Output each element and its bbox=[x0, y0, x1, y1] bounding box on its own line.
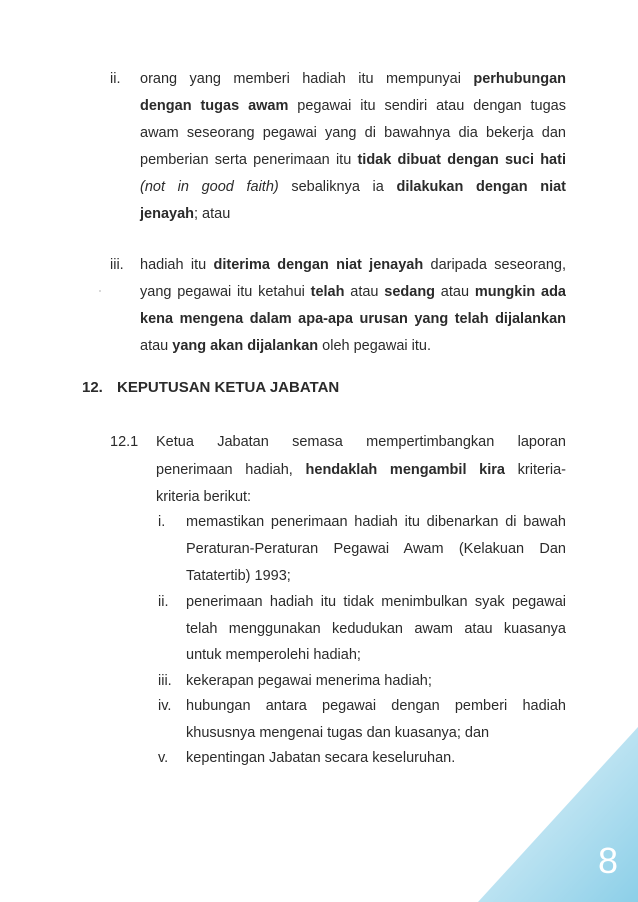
item-iii-line-3 bbox=[140, 310, 566, 328]
bold-run: dilakukan dengan niat bbox=[396, 179, 566, 195]
text-run: Tatatertib) 1993; bbox=[186, 568, 291, 584]
bold-run: hendaklah mengambil kira bbox=[305, 462, 505, 478]
text-run: Ketua Jabatan semasa mempertimbangkan laporan bbox=[156, 434, 566, 450]
bold-run: telah bbox=[310, 284, 345, 300]
text-run: kekerapan pegawai menerima hadiah; bbox=[186, 673, 432, 689]
criteria-marker: i. bbox=[158, 514, 166, 530]
subsection-line-3 bbox=[156, 488, 251, 506]
bold-run: yang akan dijalankan bbox=[172, 338, 319, 354]
criteria-line bbox=[186, 513, 566, 531]
item-iii-line-1 bbox=[140, 256, 566, 274]
page-number: 8 bbox=[597, 840, 618, 881]
text-run: telah menggunakan kedudukan awam atau kuasanya bbox=[186, 621, 566, 637]
criteria-line bbox=[186, 540, 566, 558]
text-run: penerimaan hadiah itu tidak menimbulkan syak pegawai bbox=[186, 594, 566, 610]
criteria-line bbox=[186, 672, 432, 690]
bold-run: mungkin ada bbox=[474, 284, 566, 300]
item-iii-line-4 bbox=[140, 337, 431, 355]
text-run: yang pegawai itu ketahui bbox=[140, 284, 311, 300]
criteria-marker: iii. bbox=[158, 673, 172, 689]
bold-run: tidak dibuat dengan suci hati bbox=[357, 152, 566, 168]
item-ii-line-2 bbox=[140, 97, 566, 115]
bold-run: sedang bbox=[384, 284, 436, 300]
criteria-line bbox=[186, 646, 361, 664]
text-run: oleh pegawai itu. bbox=[318, 338, 431, 354]
item-ii-line-4 bbox=[140, 151, 566, 169]
text-run: hadiah itu bbox=[140, 257, 214, 273]
text-run: kriteria berikut: bbox=[156, 489, 252, 505]
item-ii-line-6 bbox=[140, 205, 230, 223]
item-ii-marker: ii. bbox=[110, 71, 121, 87]
section-title: KEPUTUSAN KETUA JABATAN bbox=[117, 379, 340, 396]
section-heading bbox=[82, 378, 339, 398]
text-run: atau bbox=[344, 284, 385, 300]
text-run: ; atau bbox=[194, 206, 231, 222]
subsection-line-2 bbox=[156, 461, 566, 479]
bold-run: perhubungan bbox=[473, 71, 566, 87]
section-number: 12. bbox=[82, 379, 103, 396]
text-run: pemberian serta penerimaan itu bbox=[140, 152, 358, 168]
criteria-line bbox=[186, 749, 455, 767]
bold-run: diterima dengan niat jenayah bbox=[213, 257, 424, 273]
text-run: orang yang memberi hadiah itu mempunyai bbox=[140, 71, 474, 87]
text-run: untuk memperolehi hadiah; bbox=[186, 647, 361, 663]
criteria-line bbox=[186, 567, 291, 585]
text-run: hubungan antara pegawai dengan pemberi hadiah bbox=[186, 698, 566, 714]
text-run: khususnya mengenai tugas dan kuasanya; dan bbox=[186, 725, 490, 741]
text-run: atau bbox=[140, 338, 173, 354]
subsection-line-1 bbox=[156, 433, 566, 451]
bold-run: jenayah bbox=[140, 206, 194, 222]
criteria-line bbox=[186, 724, 489, 742]
text-run: awam seseorang pegawai yang di bawahnya dia bekerja dan bbox=[140, 125, 566, 141]
text-run: memastikan penerimaan hadiah itu dibenarkan di bawah bbox=[186, 514, 566, 530]
subsection-number: 12.1 bbox=[110, 434, 139, 450]
scan-speck bbox=[99, 290, 101, 292]
criteria-line bbox=[186, 697, 566, 715]
text-run: sebaliknya ia bbox=[278, 179, 397, 195]
text-run: daripada seseorang, bbox=[423, 257, 566, 273]
criteria-marker: v. bbox=[158, 750, 169, 766]
text-run: atau bbox=[435, 284, 475, 300]
italic-run: (not in good faith) bbox=[140, 179, 279, 195]
text-run: penerimaan hadiah, bbox=[156, 462, 306, 478]
text-run: Peraturan-Peraturan Pegawai Awam (Kelakuan Dan bbox=[186, 541, 566, 557]
item-ii-line-5 bbox=[140, 178, 566, 196]
item-iii-line-2 bbox=[140, 283, 566, 301]
bold-run: dengan tugas awam bbox=[140, 98, 289, 114]
criteria-marker: iv. bbox=[158, 698, 172, 714]
item-ii-line-3 bbox=[140, 124, 566, 142]
text-run: kriteria- bbox=[504, 462, 566, 478]
criteria-line bbox=[186, 620, 566, 638]
bold-run: kena mengena dalam apa-apa urusan yang telah dijalankan bbox=[140, 311, 566, 327]
text-run: pegawai itu sendiri atau dengan tugas bbox=[288, 98, 566, 114]
criteria-line bbox=[186, 593, 566, 611]
item-ii-line-1 bbox=[140, 70, 566, 88]
item-iii-marker: iii. bbox=[110, 257, 124, 273]
text-run: kepentingan Jabatan secara keseluruhan. bbox=[186, 750, 456, 766]
criteria-marker: ii. bbox=[158, 594, 169, 610]
